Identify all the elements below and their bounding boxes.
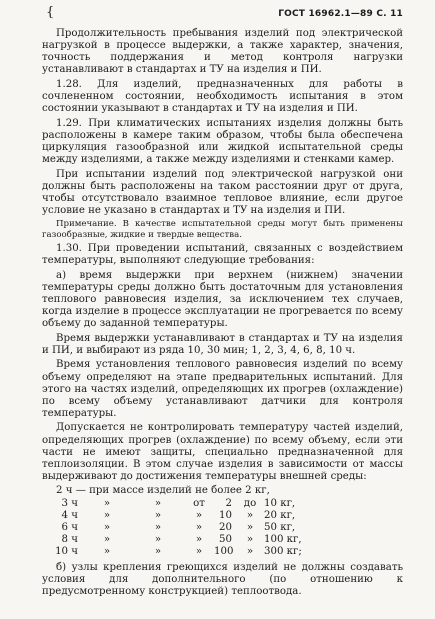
paragraph: Допускается не контролировать температуру частей изделий, определяющих прогрев (охлаждение) по всему объему, если эти части не имеют защиты, специально предназначенной для теплоизоляции. В этом случае изделия в зависимости от массы выдерживают до достижения температуры внешней среды: (42, 422, 403, 482)
paragraph: Продолжительность пребывания изделий под электрической нагрузкой в процессе выдержки, а также характер, значения, точность поддержания и метод контроля нагрузки устанавливают в стандартах и ТУ на изделия и ПИ. (42, 28, 403, 76)
list-item: 2 ч — при массе изделий не более 2 кг, (56, 485, 270, 497)
list-item: 3 ч » » от 2 до 10 кг, (61, 497, 296, 509)
standard-code: ГОСТ 16962.1—89 С. 11 (278, 9, 403, 19)
paragraph: При испытании изделий под электрической нагрузкой они должны быть расположены на таком расстоянии друг от друга, чтобы отсутствовало взаимное тепловое влияние, если другое условие не указано в стандартах и ТУ на изделия и ПИ. (42, 168, 403, 216)
document-body (42, 28, 403, 598)
paragraph: Время установления теплового равновесия изделий по всему объему определяют на этапе предварительных испытаний. Для этого на частях изделий, определяющих их прогрев (охлаждение) по всему объему устанавливают датчики для контроля температуры. (42, 359, 403, 419)
exposure-time-list (42, 485, 403, 558)
list-item: 4 ч » » » 10 » 20 кг, (61, 509, 296, 521)
list-item: 10 ч » » » 100 » 300 кг; (55, 546, 302, 558)
item-b: б) узлы крепления греющихся изделий не должны создавать условия для дополнительного (по отношению к предусмотренному конструкцией) теплоотвода. (42, 561, 403, 597)
corner-mark: { (46, 5, 55, 20)
paragraph-1-29: 1.29. При климатических испытаниях изделия должны быть расположены в камере таким образом, чтобы была обеспечена циркуляция газообразной или жидкой испытательной среды между изделиями, а также между изделиями и стенками камер. (42, 117, 403, 165)
item-a: а) время выдержки при верхнем (нижнем) значении температуры среды должно быть достаточным для установления теплового равновесия изделия, за исключением тех случаев, когда изделие в процессе эксплуатации не прогревается по всему объему до заданной температуры. (42, 269, 403, 330)
list-item: 8 ч » » » 50 » 100 кг, (61, 534, 302, 546)
paragraph-1-30: 1.30. При проведении испытаний, связанных с воздействием температуры, выполняют следующие требования: (42, 243, 403, 267)
note: Примечание. В качестве испытательной среды могут быть применены газообразные, жидкие и твердые вещества. (42, 219, 403, 240)
page-header (42, 6, 403, 28)
paragraph: Время выдержки устанавливают в стандартах и ТУ на изделия и ПИ, и выбирают из ряда 10, 30 мин; 1, 2, 3, 4, 6, 8, 10 ч. (42, 332, 403, 356)
paragraph-1-28: 1.28. Для изделий, предназначенных для работы в сочлененном состоянии, необходимость испытания в этом состоянии указывают в стандартах и ТУ на изделия и ПИ. (42, 78, 403, 115)
list-item: 6 ч » » » 20 » 50 кг, (61, 521, 296, 533)
